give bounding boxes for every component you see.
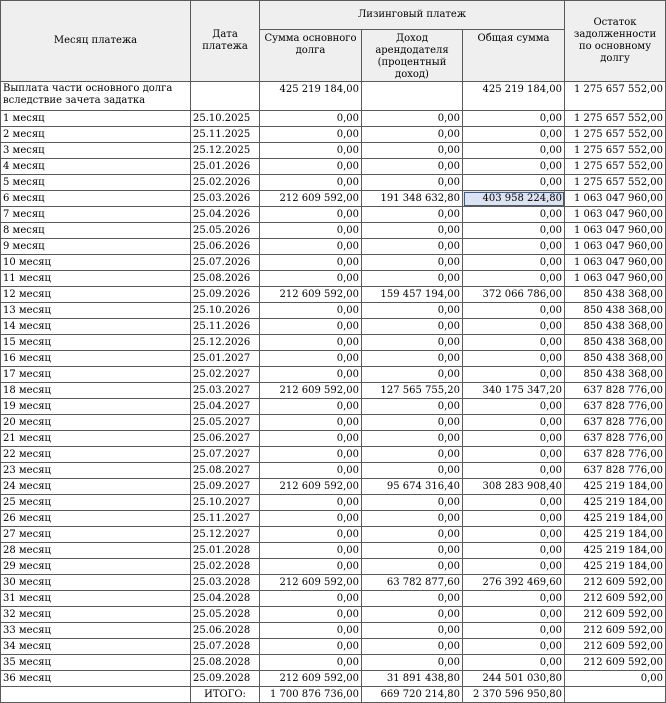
principal-cell[interactable]: 212 609 592,00 xyxy=(260,191,362,207)
month-cell[interactable]: 15 месяц xyxy=(1,335,191,351)
income-cell[interactable]: 0,00 xyxy=(362,175,463,191)
total-cell[interactable]: 0,00 xyxy=(463,463,565,479)
date-cell[interactable]: 25.08.2028 xyxy=(191,655,260,671)
date-cell[interactable]: 25.02.2028 xyxy=(191,559,260,575)
principal-cell[interactable]: 0,00 xyxy=(260,639,362,655)
table-row xyxy=(1,415,666,431)
principal-cell[interactable]: 0,00 xyxy=(260,255,362,271)
principal-cell[interactable]: 0,00 xyxy=(260,607,362,623)
month-cell[interactable]: 20 месяц xyxy=(1,415,191,431)
month-cell[interactable]: 12 месяц xyxy=(1,287,191,303)
total-cell[interactable]: 0,00 xyxy=(463,623,565,639)
balance-cell[interactable]: 212 609 592,00 xyxy=(565,607,666,623)
total-cell[interactable]: 0,00 xyxy=(463,447,565,463)
income-cell[interactable]: 0,00 xyxy=(362,303,463,319)
principal-cell[interactable]: 0,00 xyxy=(260,271,362,287)
total-cell[interactable]: 0,00 xyxy=(463,335,565,351)
date-cell[interactable]: 25.07.2026 xyxy=(191,255,260,271)
total-cell[interactable]: 0,00 xyxy=(463,399,565,415)
table-row xyxy=(1,447,666,463)
income-cell[interactable]: 0,00 xyxy=(362,639,463,655)
principal-cell[interactable]: 0,00 xyxy=(260,351,362,367)
table-row xyxy=(1,479,666,495)
principal-cell[interactable]: 0,00 xyxy=(260,543,362,559)
month-cell[interactable]: 34 месяц xyxy=(1,639,191,655)
principal-cell[interactable]: 0,00 xyxy=(260,367,362,383)
date-cell[interactable]: 25.03.2027 xyxy=(191,383,260,399)
date-cell[interactable]: 25.11.2027 xyxy=(191,511,260,527)
table-row xyxy=(1,607,666,623)
balance-cell[interactable]: 1 275 657 552,00 xyxy=(565,175,666,191)
principal-cell[interactable]: 0,00 xyxy=(260,463,362,479)
principal-cell[interactable]: 0,00 xyxy=(260,447,362,463)
table-row xyxy=(1,639,666,655)
principal-cell[interactable]: 0,00 xyxy=(260,495,362,511)
table-row xyxy=(1,431,666,447)
month-cell[interactable]: 7 месяц xyxy=(1,207,191,223)
deposit-offset-label[interactable]: Выплата части основного долга вследствие зачета задатка xyxy=(1,82,191,111)
total-cell[interactable]: 372 066 786,00 xyxy=(463,287,565,303)
balance-cell[interactable]: 1 063 047 960,00 xyxy=(565,207,666,223)
month-cell[interactable]: 36 месяц xyxy=(1,671,191,687)
balance-cell[interactable]: 425 219 184,00 xyxy=(565,527,666,543)
balance-cell[interactable]: 850 438 368,00 xyxy=(565,319,666,335)
date-cell[interactable]: 25.12.2025 xyxy=(191,143,260,159)
principal-cell[interactable]: 0,00 xyxy=(260,591,362,607)
date-cell[interactable]: 25.01.2027 xyxy=(191,351,260,367)
table-row xyxy=(1,239,666,255)
principal-cell[interactable]: 0,00 xyxy=(260,207,362,223)
balance-cell[interactable]: 425 219 184,00 xyxy=(565,559,666,575)
income-cell[interactable]: 95 674 316,40 xyxy=(362,479,463,495)
deposit-offset-total[interactable]: 425 219 184,00 xyxy=(463,82,565,111)
table-row xyxy=(1,527,666,543)
income-cell[interactable]: 0,00 xyxy=(362,463,463,479)
principal-cell[interactable]: 0,00 xyxy=(260,399,362,415)
balance-cell[interactable]: 1 063 047 960,00 xyxy=(565,271,666,287)
date-cell[interactable]: 25.04.2027 xyxy=(191,399,260,415)
balance-cell[interactable]: 637 828 776,00 xyxy=(565,415,666,431)
date-cell[interactable]: 25.07.2028 xyxy=(191,639,260,655)
month-cell[interactable]: 24 месяц xyxy=(1,479,191,495)
header-balance: Остаток задолженности по основному долгу xyxy=(565,1,666,82)
total-cell[interactable]: 0,00 xyxy=(463,303,565,319)
balance-cell[interactable]: 637 828 776,00 xyxy=(565,383,666,399)
header-month: Месяц платежа xyxy=(1,1,191,82)
total-cell[interactable]: 0,00 xyxy=(463,271,565,287)
table-row xyxy=(1,383,666,399)
date-cell[interactable]: 25.09.2027 xyxy=(191,479,260,495)
total-cell[interactable]: 0,00 xyxy=(463,639,565,655)
totals-label: ИТОГО: xyxy=(191,687,260,703)
date-cell[interactable]: 25.06.2027 xyxy=(191,431,260,447)
totals-spacer-right xyxy=(565,687,666,703)
month-cell[interactable]: 1 месяц xyxy=(1,111,191,127)
balance-cell[interactable]: 212 609 592,00 xyxy=(565,591,666,607)
total-cell[interactable]: 0,00 xyxy=(463,367,565,383)
balance-cell[interactable]: 850 438 368,00 xyxy=(565,335,666,351)
total-cell[interactable]: 0,00 xyxy=(463,527,565,543)
income-cell[interactable]: 0,00 xyxy=(362,447,463,463)
income-cell[interactable]: 0,00 xyxy=(362,207,463,223)
month-cell[interactable]: 2 месяц xyxy=(1,127,191,143)
month-cell[interactable]: 3 месяц xyxy=(1,143,191,159)
principal-cell[interactable]: 0,00 xyxy=(260,511,362,527)
table-row xyxy=(1,175,666,191)
table-row xyxy=(1,207,666,223)
balance-cell[interactable]: 637 828 776,00 xyxy=(565,447,666,463)
month-cell[interactable]: 5 месяц xyxy=(1,175,191,191)
principal-cell[interactable]: 0,00 xyxy=(260,623,362,639)
date-cell[interactable]: 25.03.2028 xyxy=(191,575,260,591)
table-row xyxy=(1,591,666,607)
balance-cell[interactable]: 212 609 592,00 xyxy=(565,655,666,671)
principal-cell[interactable]: 0,00 xyxy=(260,335,362,351)
date-cell[interactable]: 25.12.2027 xyxy=(191,527,260,543)
balance-cell[interactable]: 1 063 047 960,00 xyxy=(565,255,666,271)
month-cell[interactable]: 32 месяц xyxy=(1,607,191,623)
total-cell[interactable]: 0,00 xyxy=(463,495,565,511)
income-cell[interactable]: 0,00 xyxy=(362,367,463,383)
totals-principal[interactable]: 1 700 876 736,00 xyxy=(260,687,362,703)
balance-cell[interactable]: 1 063 047 960,00 xyxy=(565,191,666,207)
month-cell[interactable]: 33 месяц xyxy=(1,623,191,639)
month-cell[interactable]: 14 месяц xyxy=(1,319,191,335)
date-cell[interactable]: 25.10.2027 xyxy=(191,495,260,511)
month-cell[interactable]: 31 месяц xyxy=(1,591,191,607)
date-cell[interactable]: 25.09.2026 xyxy=(191,287,260,303)
date-cell[interactable]: 25.12.2026 xyxy=(191,335,260,351)
balance-cell[interactable]: 637 828 776,00 xyxy=(565,431,666,447)
total-cell[interactable]: 340 175 347,20 xyxy=(463,383,565,399)
income-cell[interactable]: 0,00 xyxy=(362,319,463,335)
table-row xyxy=(1,463,666,479)
principal-cell[interactable]: 0,00 xyxy=(260,415,362,431)
table-row xyxy=(1,495,666,511)
date-cell[interactable]: 25.11.2026 xyxy=(191,319,260,335)
balance-cell[interactable]: 850 438 368,00 xyxy=(565,367,666,383)
principal-cell[interactable]: 0,00 xyxy=(260,143,362,159)
total-cell[interactable]: 403 958 224,80 xyxy=(463,191,565,207)
principal-cell[interactable]: 0,00 xyxy=(260,159,362,175)
total-cell[interactable]: 0,00 xyxy=(463,431,565,447)
date-cell[interactable]: 25.01.2026 xyxy=(191,159,260,175)
date-cell[interactable]: 25.11.2025 xyxy=(191,127,260,143)
date-cell[interactable]: 25.07.2027 xyxy=(191,447,260,463)
income-cell[interactable]: 191 348 632,80 xyxy=(362,191,463,207)
date-cell[interactable]: 25.04.2028 xyxy=(191,591,260,607)
date-cell[interactable]: 25.08.2027 xyxy=(191,463,260,479)
deposit-offset-date[interactable] xyxy=(191,82,260,111)
balance-cell[interactable]: 1 063 047 960,00 xyxy=(565,223,666,239)
table-row xyxy=(1,191,666,207)
header-lease-payment: Лизинговый платеж xyxy=(260,1,565,30)
income-cell[interactable]: 0,00 xyxy=(362,511,463,527)
total-cell[interactable]: 0,00 xyxy=(463,239,565,255)
date-cell[interactable]: 25.02.2026 xyxy=(191,175,260,191)
month-cell[interactable]: 18 месяц xyxy=(1,383,191,399)
total-cell[interactable]: 308 283 908,40 xyxy=(463,479,565,495)
balance-cell[interactable]: 850 438 368,00 xyxy=(565,303,666,319)
month-cell[interactable]: 13 месяц xyxy=(1,303,191,319)
month-cell[interactable]: 9 месяц xyxy=(1,239,191,255)
month-cell[interactable]: 4 месяц xyxy=(1,159,191,175)
table-row xyxy=(1,671,666,687)
total-cell[interactable]: 0,00 xyxy=(463,111,565,127)
income-cell[interactable]: 0,00 xyxy=(362,159,463,175)
date-cell[interactable]: 25.09.2028 xyxy=(191,671,260,687)
header-row xyxy=(1,1,666,30)
deposit-offset-balance[interactable]: 1 275 657 552,00 xyxy=(565,82,666,111)
header-income: Доход арендодателя (процентный доход) xyxy=(362,30,463,82)
date-cell[interactable]: 25.04.2026 xyxy=(191,207,260,223)
income-cell[interactable]: 0,00 xyxy=(362,143,463,159)
total-cell[interactable]: 276 392 469,60 xyxy=(463,575,565,591)
month-cell[interactable]: 21 месяц xyxy=(1,431,191,447)
income-cell[interactable]: 0,00 xyxy=(362,271,463,287)
total-cell[interactable]: 0,00 xyxy=(463,351,565,367)
total-cell[interactable]: 244 501 030,80 xyxy=(463,671,565,687)
date-cell[interactable]: 25.05.2027 xyxy=(191,415,260,431)
table-row xyxy=(1,399,666,415)
income-cell[interactable]: 0,00 xyxy=(362,111,463,127)
total-cell[interactable]: 0,00 xyxy=(463,175,565,191)
principal-cell[interactable]: 0,00 xyxy=(260,559,362,575)
principal-cell[interactable]: 212 609 592,00 xyxy=(260,287,362,303)
income-cell[interactable]: 159 457 194,00 xyxy=(362,287,463,303)
date-cell[interactable]: 25.05.2028 xyxy=(191,607,260,623)
total-cell[interactable]: 0,00 xyxy=(463,127,565,143)
table-row xyxy=(1,543,666,559)
total-cell[interactable]: 0,00 xyxy=(463,143,565,159)
date-cell[interactable]: 25.03.2026 xyxy=(191,191,260,207)
total-cell[interactable]: 0,00 xyxy=(463,223,565,239)
table-row xyxy=(1,575,666,591)
total-cell[interactable]: 0,00 xyxy=(463,415,565,431)
principal-cell[interactable]: 212 609 592,00 xyxy=(260,479,362,495)
income-cell[interactable]: 0,00 xyxy=(362,415,463,431)
income-cell[interactable]: 0,00 xyxy=(362,591,463,607)
principal-cell[interactable]: 0,00 xyxy=(260,431,362,447)
header-total: Общая сумма xyxy=(463,30,565,82)
date-cell[interactable]: 25.02.2027 xyxy=(191,367,260,383)
principal-cell[interactable]: 0,00 xyxy=(260,239,362,255)
total-cell[interactable]: 0,00 xyxy=(463,655,565,671)
principal-cell[interactable]: 0,00 xyxy=(260,527,362,543)
month-cell[interactable]: 17 месяц xyxy=(1,367,191,383)
principal-cell[interactable]: 212 609 592,00 xyxy=(260,671,362,687)
total-cell[interactable]: 0,00 xyxy=(463,255,565,271)
total-cell[interactable]: 0,00 xyxy=(463,159,565,175)
income-cell[interactable]: 0,00 xyxy=(362,223,463,239)
income-cell[interactable]: 0,00 xyxy=(362,623,463,639)
income-cell[interactable]: 0,00 xyxy=(362,351,463,367)
table-row xyxy=(1,223,666,239)
totals-income[interactable]: 669 720 214,80 xyxy=(362,687,463,703)
table-row xyxy=(1,255,666,271)
income-cell[interactable]: 0,00 xyxy=(362,399,463,415)
income-cell[interactable]: 0,00 xyxy=(362,431,463,447)
balance-cell[interactable]: 212 609 592,00 xyxy=(565,575,666,591)
month-cell[interactable]: 11 месяц xyxy=(1,271,191,287)
table-row xyxy=(1,319,666,335)
principal-cell[interactable]: 212 609 592,00 xyxy=(260,383,362,399)
month-cell[interactable]: 35 месяц xyxy=(1,655,191,671)
balance-cell[interactable]: 425 219 184,00 xyxy=(565,495,666,511)
date-cell[interactable]: 25.01.2028 xyxy=(191,543,260,559)
totals-total[interactable]: 2 370 596 950,80 xyxy=(463,687,565,703)
balance-cell[interactable]: 1 063 047 960,00 xyxy=(565,239,666,255)
total-cell[interactable]: 0,00 xyxy=(463,319,565,335)
principal-cell[interactable]: 212 609 592,00 xyxy=(260,575,362,591)
income-cell[interactable]: 0,00 xyxy=(362,527,463,543)
table-row xyxy=(1,655,666,671)
table-row xyxy=(1,143,666,159)
date-cell[interactable]: 25.06.2028 xyxy=(191,623,260,639)
date-cell[interactable]: 25.10.2026 xyxy=(191,303,260,319)
balance-cell[interactable]: 1 275 657 552,00 xyxy=(565,127,666,143)
total-cell[interactable]: 0,00 xyxy=(463,543,565,559)
month-cell[interactable]: 10 месяц xyxy=(1,255,191,271)
total-cell[interactable]: 0,00 xyxy=(463,591,565,607)
month-cell[interactable]: 25 месяц xyxy=(1,495,191,511)
income-cell[interactable]: 0,00 xyxy=(362,335,463,351)
table-row xyxy=(1,559,666,575)
income-cell[interactable]: 0,00 xyxy=(362,255,463,271)
month-cell[interactable]: 16 месяц xyxy=(1,351,191,367)
schedule-body xyxy=(1,82,666,687)
month-cell[interactable]: 30 месяц xyxy=(1,575,191,591)
balance-cell[interactable]: 425 219 184,00 xyxy=(565,511,666,527)
income-cell[interactable]: 63 782 877,60 xyxy=(362,575,463,591)
date-cell[interactable]: 25.08.2026 xyxy=(191,271,260,287)
table-row xyxy=(1,335,666,351)
totals-spacer xyxy=(1,687,191,703)
table-row xyxy=(1,127,666,143)
total-cell[interactable]: 0,00 xyxy=(463,511,565,527)
table-row xyxy=(1,303,666,319)
header-principal: Сумма основного долга xyxy=(260,30,362,82)
month-cell[interactable]: 28 месяц xyxy=(1,543,191,559)
principal-cell[interactable]: 0,00 xyxy=(260,127,362,143)
month-cell[interactable]: 27 месяц xyxy=(1,527,191,543)
month-cell[interactable]: 22 месяц xyxy=(1,447,191,463)
principal-cell[interactable]: 0,00 xyxy=(260,223,362,239)
table-row xyxy=(1,159,666,175)
deposit-offset-principal[interactable]: 425 219 184,00 xyxy=(260,82,362,111)
totals-row xyxy=(1,687,666,703)
income-cell[interactable]: 0,00 xyxy=(362,559,463,575)
table-row xyxy=(1,287,666,303)
income-cell[interactable]: 31 891 438,80 xyxy=(362,671,463,687)
date-cell[interactable]: 25.05.2026 xyxy=(191,223,260,239)
total-cell[interactable]: 0,00 xyxy=(463,207,565,223)
month-cell[interactable]: 19 месяц xyxy=(1,399,191,415)
table-row xyxy=(1,623,666,639)
month-cell[interactable]: 29 месяц xyxy=(1,559,191,575)
balance-cell[interactable]: 637 828 776,00 xyxy=(565,463,666,479)
deposit-offset-income[interactable] xyxy=(362,82,463,111)
total-cell[interactable]: 0,00 xyxy=(463,559,565,575)
table-row xyxy=(1,511,666,527)
principal-cell[interactable]: 0,00 xyxy=(260,303,362,319)
balance-cell[interactable]: 1 275 657 552,00 xyxy=(565,143,666,159)
income-cell[interactable]: 0,00 xyxy=(362,239,463,255)
principal-cell[interactable]: 0,00 xyxy=(260,111,362,127)
principal-cell[interactable]: 0,00 xyxy=(260,319,362,335)
month-cell[interactable]: 6 месяц xyxy=(1,191,191,207)
table-row xyxy=(1,367,666,383)
income-cell[interactable]: 0,00 xyxy=(362,607,463,623)
balance-cell[interactable]: 637 828 776,00 xyxy=(565,399,666,415)
table-row xyxy=(1,351,666,367)
income-cell[interactable]: 0,00 xyxy=(362,543,463,559)
income-cell[interactable]: 0,00 xyxy=(362,495,463,511)
total-cell[interactable]: 0,00 xyxy=(463,607,565,623)
balance-cell[interactable]: 425 219 184,00 xyxy=(565,543,666,559)
table-row xyxy=(1,271,666,287)
balance-cell[interactable]: 1 275 657 552,00 xyxy=(565,159,666,175)
month-cell[interactable]: 8 месяц xyxy=(1,223,191,239)
date-cell[interactable]: 25.10.2025 xyxy=(191,111,260,127)
balance-cell[interactable]: 425 219 184,00 xyxy=(565,479,666,495)
income-cell[interactable]: 127 565 755,20 xyxy=(362,383,463,399)
balance-cell[interactable]: 850 438 368,00 xyxy=(565,287,666,303)
table-row xyxy=(1,111,666,127)
month-cell[interactable]: 26 месяц xyxy=(1,511,191,527)
balance-cell[interactable]: 1 275 657 552,00 xyxy=(565,111,666,127)
principal-cell[interactable]: 0,00 xyxy=(260,175,362,191)
balance-cell[interactable]: 850 438 368,00 xyxy=(565,351,666,367)
principal-cell[interactable]: 0,00 xyxy=(260,655,362,671)
income-cell[interactable]: 0,00 xyxy=(362,127,463,143)
header-date: Дата платежа xyxy=(191,1,260,82)
balance-cell[interactable]: 212 609 592,00 xyxy=(565,639,666,655)
balance-cell[interactable]: 0,00 xyxy=(565,671,666,687)
income-cell[interactable]: 0,00 xyxy=(362,655,463,671)
deposit-offset-row xyxy=(1,82,666,111)
balance-cell[interactable]: 212 609 592,00 xyxy=(565,623,666,639)
date-cell[interactable]: 25.06.2026 xyxy=(191,239,260,255)
month-cell[interactable]: 23 месяц xyxy=(1,463,191,479)
